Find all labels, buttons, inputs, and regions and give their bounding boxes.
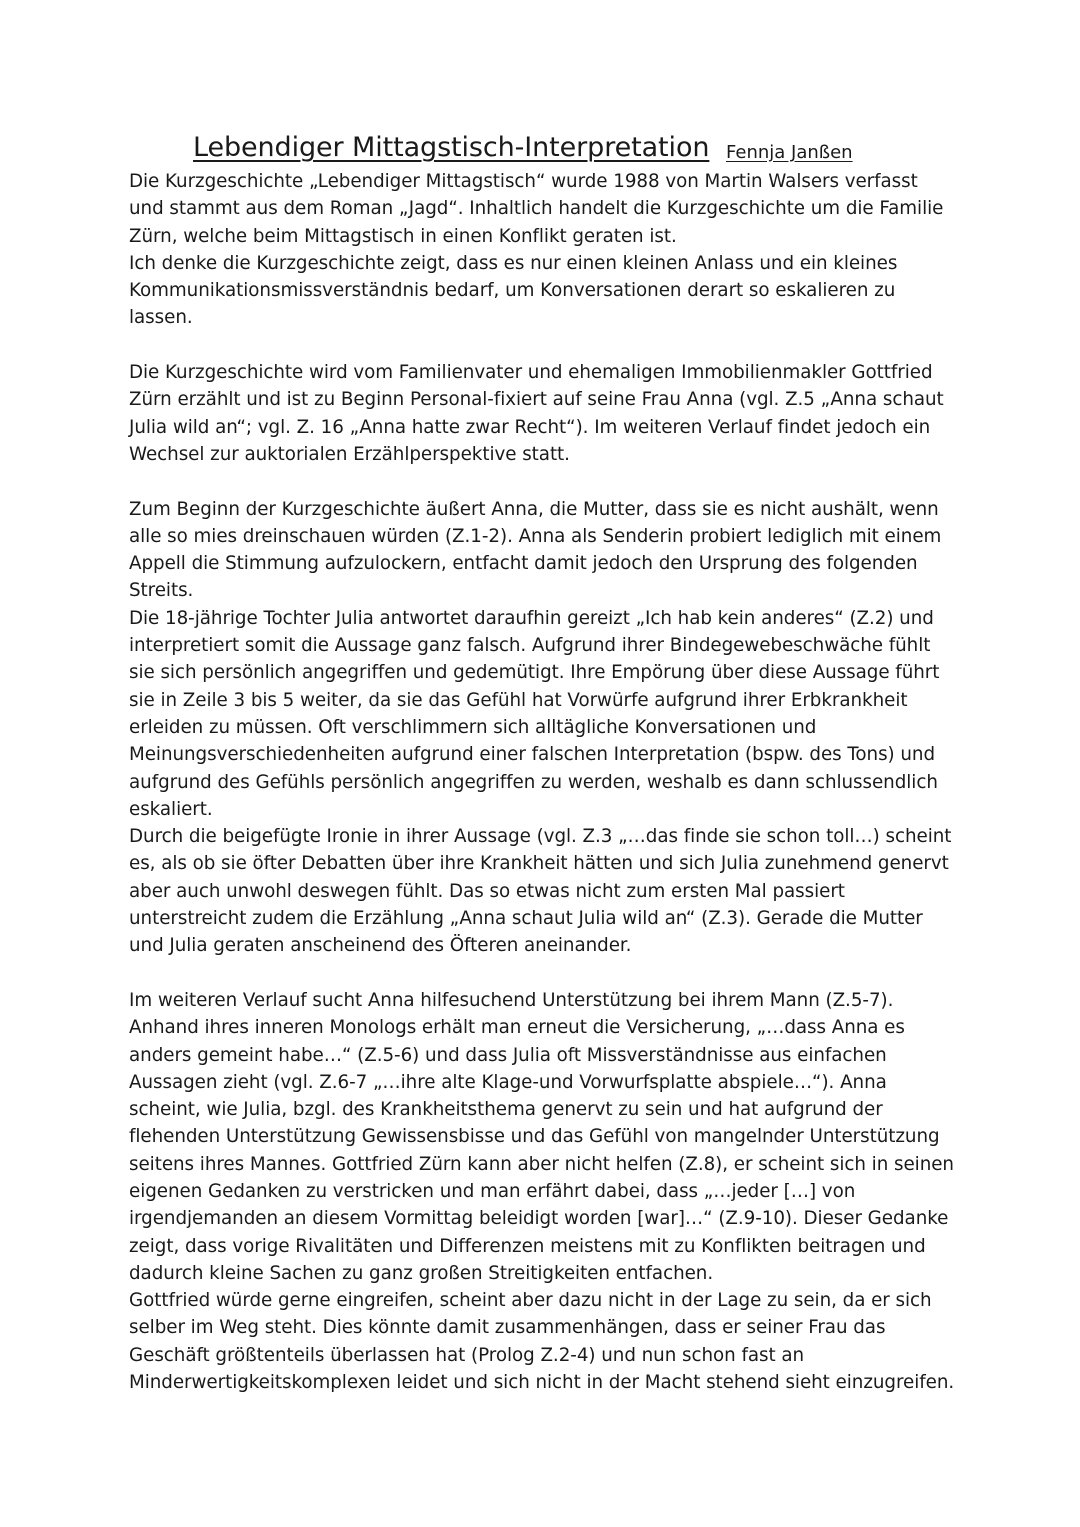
paragraph-further-course: Im weiteren Verlauf sucht Anna hilfesuchend Unterstützung bei ihrem Mann (Z.5-7). Anhand ihres inneren Monologs erhält man erneut die Versicherung, „…dass Anna es anders gemeint habe…“ (Z.5-6) und dass Julia oft Missverständnisse aus einfachen Aussagen zieht (vgl. Z.6-7 „…ihre alte Klage-und Vorwurfsplatte abspiele…“). Anna scheint, wie Julia, bzgl. des Krankheitsthema genervt zu sein und hat aufgrund der flehenden Unterstützung Gewissensbisse und das Gefühl von mangelnder Unterstützung seitens ihres Mannes. Gottfried Zürn kann aber nicht helfen (Z.8), er scheint sich in seinen eigenen Gedanken zu verstricken und man erfährt dabei, dass „…jeder […] von irgendjemanden an diesem Vormittag beleidigt worden [war]…“ (Z.9-10). Dieser Gedanke zeigt, dass vorige Rivalitäten und Differenzen meistens mit zu Konflikten beitragen und dadurch kleine Sachen zu ganz großen Streitigkeiten entfachen.	[129, 989, 954, 1284]
document-body	[129, 168, 957, 1396]
paragraph-gap	[129, 332, 957, 359]
paragraph-gap	[129, 960, 957, 987]
paragraph-narrator: Die Kurzgeschichte wird vom Familienvater und ehemaligen Immobilienmakler Gottfried Zürn erzählt und ist zu Beginn Personal-fixiert auf seine Frau Anna (vgl. Z.5 „Anna schaut Julia wild an“; vgl. Z. 16 „Anna hatte zwar Recht“). Im weiteren Verlauf findet jedoch ein Wechsel zur auktorialen Erzählperspektive statt.	[129, 362, 944, 465]
paragraph-thesis: Ich denke die Kurzgeschichte zeigt, dass es nur einen kleinen Anlass und ein kleines Kommunikationsmissverständnis bedarf, um Konversationen derart so eskalieren zu lassen.	[129, 252, 898, 329]
paragraph-beginning: Zum Beginn der Kurzgeschichte äußert Anna, die Mutter, dass sie es nicht aushält, wenn alle so mies dreinschauen würden (Z.1-2). Anna als Senderin probiert lediglich mit einem Appell die Stimmung aufzulockern, entfacht damit jedoch den Ursprung des folgenden Streits.	[129, 498, 942, 602]
paragraph-julia-reaction: Die 18-jährige Tochter Julia antwortet daraufhin gereizt „Ich hab kein anderes“ (Z.2) und interpretiert somit die Aussage ganz falsch. Aufgrund ihrer Bindegewebeschwäche fühlt sie sich persönlich angegriffen und gedemütigt. Ihre Empörung über diese Aussage führt sie in Zeile 3 bis 5 weiter, da sie das Gefühl hat Vorwürfe aufgrund ihrer Erbkrankheit erleiden zu müssen. Oft verschlimmern sich alltägliche Konversationen und Meinungsverschiedenheiten aufgrund einer falschen Interpretation (bspw. des Tons) und aufgrund des Gefühls persönlich angegriffen zu werden, weshalb es dann schlussendlich eskaliert.	[129, 607, 940, 820]
document-title: Lebendiger Mittagstisch-Interpretation	[193, 132, 710, 163]
title-row	[193, 132, 993, 168]
paragraph-intro: Die Kurzgeschichte „Lebendiger Mittagstisch“ wurde 1988 von Martin Walsers verfasst und stammt aus dem Roman „Jagd“. Inhaltlich handelt die Kurzgeschichte um die Familie Zürn, welche beim Mittagstisch in einen Konflikt geraten ist.	[129, 171, 944, 247]
author-name: Fennja Janßen	[726, 142, 853, 163]
paragraph-gap	[129, 468, 957, 495]
paragraph-gottfried: Gottfried würde gerne eingreifen, scheint aber dazu nicht in der Lage zu sein, da er sich selber im Weg steht. Dies könnte damit zusammenhängen, dass er seiner Frau das Geschäft größtenteils überlassen hat (Prolog Z.2-4) und nun schon fast an Minderwertigkeitskomplexen leidet und sich nicht in der Macht stehend sieht einzugreifen.	[129, 1290, 955, 1394]
paragraph-irony: Durch die beigefügte Ironie in ihrer Aussage (vgl. Z.3 „…das finde sie schon toll…) scheint es, als ob sie öfter Debatten über ihre Krankheit hätten und sich Julia zunehmend genervt aber auch unwohl deswegen fühlt. Das so etwas nicht zum ersten Mal passiert unterstreicht zudem die Erzählung „Anna schaut Julia wild an“ (Z.3). Gerade die Mutter und Julia geraten anscheinend des Öfteren aneinander.	[129, 826, 952, 957]
